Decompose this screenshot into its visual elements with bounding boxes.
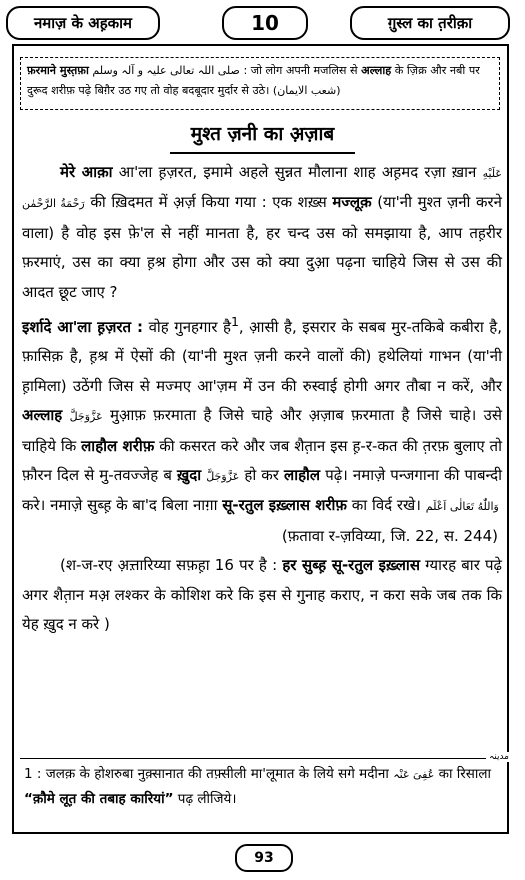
p3-bold-a: हर सुब्ह़ सू-रतुल इख़्लास xyxy=(282,556,420,575)
p2-allah: अल्लाह xyxy=(22,406,63,425)
paragraph-answer xyxy=(22,307,502,522)
p2-text-f: पढ़े। नमाज़े पन्जगाना की पाबन्दी करे। नमाज़े सुब्ह़ के बा'द बिला नाग़ा xyxy=(22,466,502,515)
footnote-text-b: का रिसाला xyxy=(438,766,492,782)
fatawa-reference: (फ़तावा र-ज़विय्या, जि. 22, स. 244) xyxy=(281,526,498,545)
body-text xyxy=(22,158,502,640)
hadith-allah: अल्लाह xyxy=(361,64,392,77)
p3-text-b: ग्यारह बार पढ़े अगर शैत़ान मअ़ लश्कर के कोशिश करे कि इस से गुनाह कराए, न करा सके जब तक कि येह ख़ुद न करे ) xyxy=(22,556,502,634)
p3-text-a: (श-ज-रए अ़त्त़ारिय्या सफ़ह़ा 16 पर है : xyxy=(60,556,283,575)
running-header-page-number: 10 xyxy=(222,6,308,40)
p2-text-c: मुआ़फ़ फ़रमाता है जिसे चाहे और अ़ज़ाब फ़रमाता है जिसे चाहे। उसे चाहिये कि xyxy=(22,406,502,455)
footnote-divider xyxy=(20,758,498,760)
hadith-text-1: : जो लोग अपनी मजलिस से xyxy=(243,64,358,77)
footnote-arabic: عُفِیَ عَنْہ xyxy=(393,768,435,781)
section-title: मुश्त ज़नी का अ़ज़ाब xyxy=(170,120,355,154)
p2-text-e: हो कर xyxy=(239,466,285,485)
p1-text-a: आ'ला ह़ज़रत, इमामे अहले सुन्नत मौलाना शाह अह़मद रज़ा ख़ान xyxy=(112,163,483,181)
p2-text-g: का विर्द रखे। xyxy=(347,496,421,515)
p1-text-b: की ख़िदमत में अ़र्ज़ किया गया : एक शख़्स xyxy=(84,193,333,212)
footnote-text-a: 1 : जलक़ के होशरुबा नुक़्सानात की तफ़्सीली मा'लूमात के लिये सगे मदीना xyxy=(24,766,389,782)
p2-azza: عَزَّوَجَلَّ xyxy=(69,410,103,424)
p2-azza-2: عَزَّوَجَلَّ xyxy=(206,470,240,484)
hadith-source: (شعب الایمان) xyxy=(272,84,341,97)
hadith-label: फ़रमाने मुस्त़फ़ा xyxy=(27,64,89,77)
hadith-text-2: के ज़िक्र और नबी पर दुरूद शरीफ़ पढ़े बिग़ैर उठ गए तो वोह बदबूदार मुर्दार से उठे। xyxy=(27,64,480,97)
p2-khuda: ख़ुदा xyxy=(176,466,202,485)
footnote-marker: 1 xyxy=(230,314,239,330)
paragraph-shajra xyxy=(22,551,502,639)
p2-bold-lahaul: लाहौल शरीफ़ xyxy=(81,436,155,455)
footnote xyxy=(24,762,502,811)
p2-bold-ikhlas: सू-रतुल इख़्लास शरीफ़ xyxy=(222,496,347,515)
footer-page-number: 93 xyxy=(235,844,293,872)
p2-text-a: वोह गुनहगार है xyxy=(143,318,231,337)
footnote-book-title: “क़ौमे लूत़ की तबाह कारियां” xyxy=(24,791,174,807)
paragraph-question xyxy=(22,158,502,307)
p2-text-d: की कसरत करे और जब शैत़ान इस ह़-र-कत की त़रफ़ बुलाए तो फ़ौरन दिल से मु-तवज्जेह ब xyxy=(22,436,502,485)
p2-wallahu: وَاللّٰهُ تَعَالٰى اَعْلَم xyxy=(425,500,499,514)
divider-tag: مدینہ xyxy=(486,752,509,762)
hadith-box xyxy=(20,57,500,110)
p1-bold: मज्लूक़ xyxy=(332,193,372,212)
p1-text-c: (या'नी मुश्त ज़नी करने वाला) है वोह इस फ़े'ल से नहीं मानता है, हर चन्द उस को समझाया है, आप तह़रीर फ़रमाएं, उस का क्या ह़श्र होगा और उस को क्या दुआ़ पढ़ना चाहिये जिस से उस की आदत छूट जाए ? xyxy=(22,193,503,301)
p2-bold-lahaul-2: लाहौल xyxy=(284,466,321,485)
salutation-text: صلی اللہ تعالی علیہ و آلہ وسلم xyxy=(92,64,240,77)
p1-lead: मेरे आक़ा xyxy=(60,163,113,181)
p2-lead: इर्शादे आ'ला ह़ज़रत : xyxy=(22,318,144,337)
p2-text-b: , आ़सी है, इसरार के सबब मुर-तकिबे कबीरा है, फ़ासिक़ है, ह़श्र में ऐसों की (या'नी मुश्त ज़नी करने वालों की) हथेलियां गाभन (या'नी ह़ामिला) उठेंगी जिस से मज्मए आ'ज़म में उन की रुस्वाई होगी अगर तौबा न करें, और xyxy=(22,318,502,395)
running-header-book-title: नमाज़ के अह़काम xyxy=(6,6,160,40)
running-header-chapter-title: ग़ुस्ल का त़रीक़ा xyxy=(350,6,510,40)
footnote-text-c: पढ़ लीजिये। xyxy=(177,791,237,807)
p1-arabic: عَلَيْهِ رَحْمَةُ الرَّحْمٰن xyxy=(22,167,502,211)
